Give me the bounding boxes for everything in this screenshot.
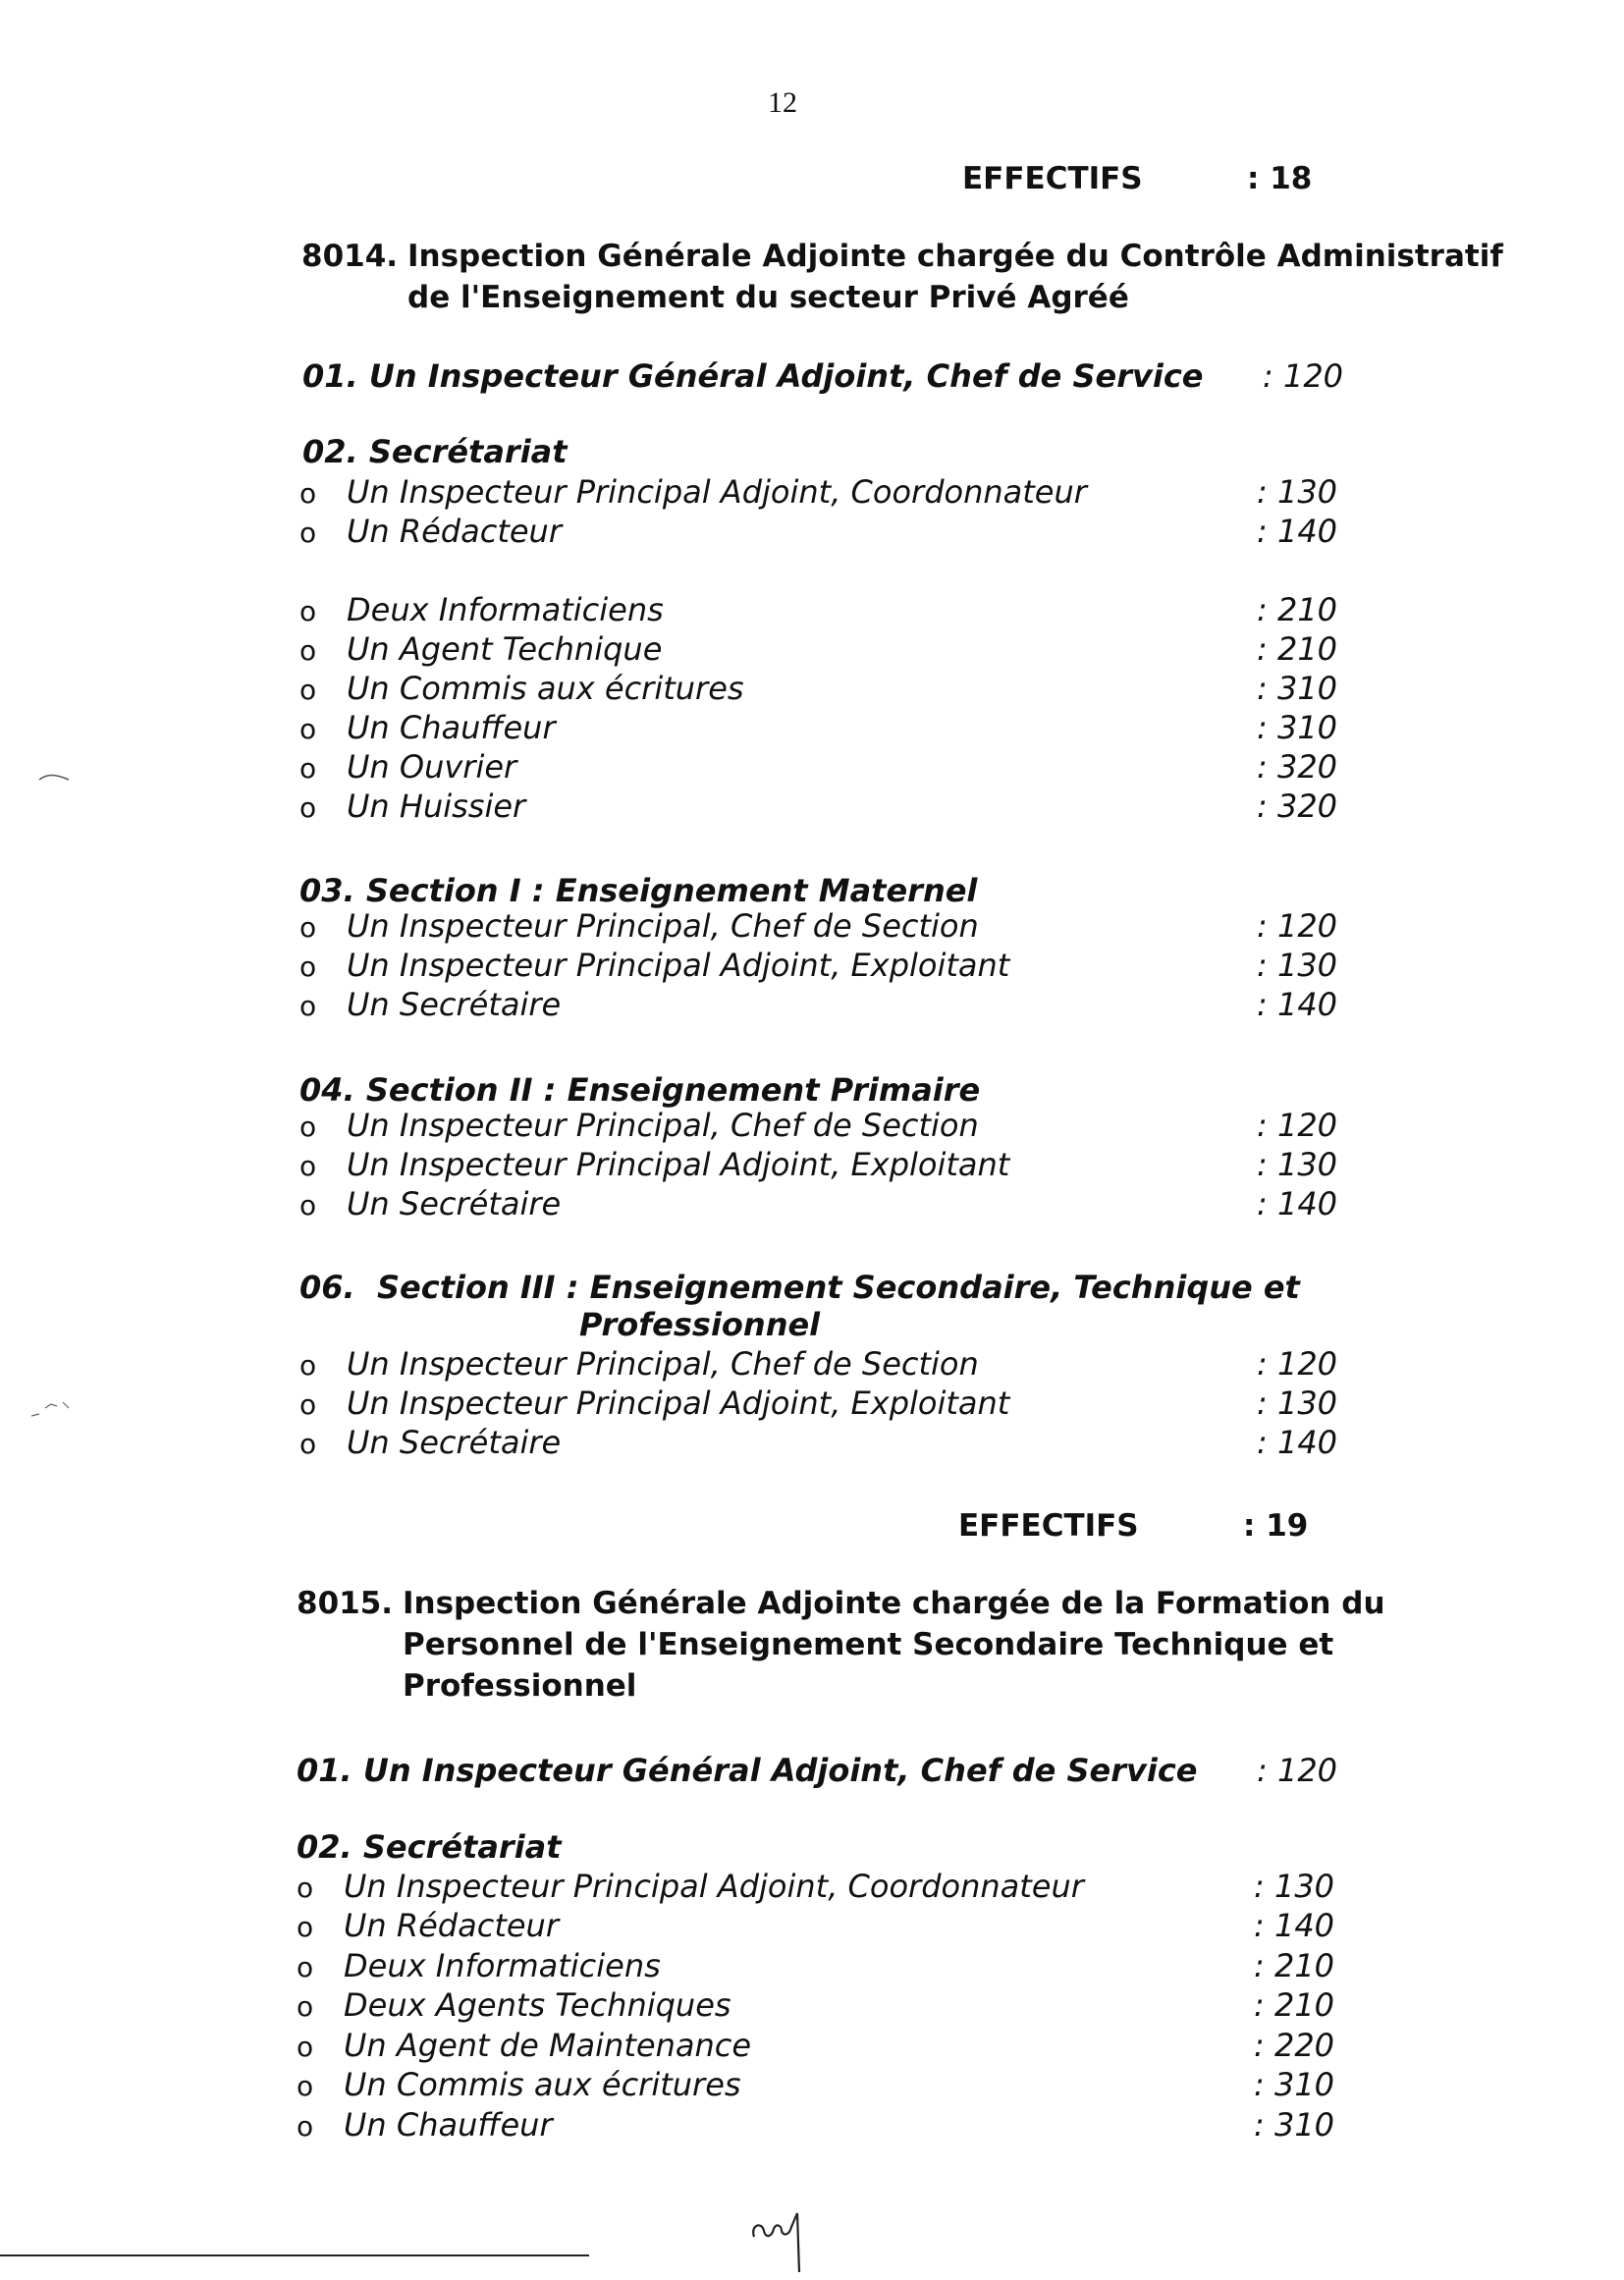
- subhead-label: 04. Section II : Enseignement Primaire: [299, 1071, 981, 1109]
- margin-mark: [37, 770, 71, 786]
- bullet-icon: o: [299, 595, 317, 627]
- effectifs-value: : 19: [1243, 1508, 1309, 1544]
- grade-code: : 210: [1257, 591, 1338, 628]
- bullet-icon: o: [297, 2110, 314, 2143]
- post-title: Un Agent de Maintenance: [344, 2027, 752, 2064]
- bullet-icon: o: [297, 2031, 314, 2063]
- bullet-icon: o: [299, 911, 317, 944]
- bullet-icon: o: [299, 516, 317, 549]
- bullet-icon: o: [299, 791, 317, 824]
- grade-code: : 140: [1257, 1185, 1338, 1222]
- post-title: Un Rédacteur: [347, 513, 562, 550]
- bullet-icon: o: [297, 1990, 314, 2023]
- subhead-02-secretariat: [302, 433, 1343, 470]
- subhead-01: [302, 357, 1343, 395]
- section-title-line: Personnel de l'Enseignement Secondaire Technique et: [403, 1627, 1334, 1662]
- bullet-icon: o: [299, 1388, 317, 1421]
- subhead-01: [297, 1752, 1337, 1789]
- grade-code: : 120: [1257, 1345, 1338, 1383]
- grade-code: : 210: [1254, 1947, 1335, 1984]
- bullet-icon: o: [297, 1911, 314, 1943]
- section-number: 8015.: [297, 1586, 394, 1621]
- bullet-icon: o: [297, 2070, 314, 2102]
- post-title: Un Secrétaire: [347, 986, 562, 1023]
- post-title: Un Agent Technique: [347, 630, 663, 668]
- bullet-icon: o: [299, 752, 317, 785]
- post-title: Un Chauffeur: [344, 2106, 553, 2144]
- post-title: Un Inspecteur Principal Adjoint, Exploitant: [347, 1384, 1010, 1422]
- subhead-label: 02. Secrétariat: [302, 433, 568, 470]
- grade-code: : 140: [1257, 1424, 1338, 1461]
- post-title: Un Chauffeur: [347, 709, 556, 746]
- section-title-line: Inspection Générale Adjointe chargée du Contrôle Administratif: [407, 239, 1503, 274]
- bullet-icon: o: [297, 1872, 314, 1904]
- subhead-label-continued: Professionnel: [579, 1306, 821, 1343]
- section-title-line: de l'Enseignement du secteur Privé Agréé: [407, 280, 1129, 315]
- grade-code: : 140: [1257, 986, 1338, 1023]
- post-title: Deux Informaticiens: [347, 591, 664, 628]
- section-title-line: Inspection Générale Adjointe chargée de la Formation du: [403, 1586, 1385, 1621]
- bullet-icon: o: [299, 713, 317, 745]
- post-title: Un Inspecteur Principal Adjoint, Exploitant: [347, 1146, 1010, 1183]
- grade-code: : 310: [1254, 2066, 1335, 2103]
- section-title-line: Professionnel: [403, 1668, 637, 1704]
- effectifs-value: : 18: [1247, 161, 1313, 196]
- page-number: 12: [768, 86, 797, 119]
- grade-code: : 130: [1257, 1384, 1338, 1422]
- section-8015-heading: [297, 1583, 1524, 1707]
- grade-code: : 130: [1257, 1146, 1338, 1183]
- post-title: Un Inspecteur Principal, Chef de Section: [347, 907, 979, 945]
- subhead-label: 02. Secrétariat: [297, 1828, 562, 1866]
- bullet-icon: o: [299, 477, 317, 510]
- grade-code: : 320: [1257, 748, 1338, 786]
- post-title: Un Inspecteur Principal, Chef de Section: [347, 1107, 979, 1144]
- effectifs-label: EFFECTIFS: [958, 1508, 1139, 1544]
- grade-code: : 310: [1257, 670, 1338, 707]
- grade-code: : 210: [1254, 1986, 1335, 2024]
- bullet-icon: o: [299, 1111, 317, 1143]
- post-title: Un Secrétaire: [347, 1424, 562, 1461]
- grade-code: : 310: [1254, 2106, 1335, 2144]
- effectifs-label: EFFECTIFS: [962, 161, 1143, 196]
- grade-code: : 120: [1257, 907, 1338, 945]
- bullet-icon: o: [299, 634, 317, 667]
- subhead-label: 03. Section I : Enseignement Maternel: [299, 872, 978, 909]
- subhead-03: [299, 872, 1340, 909]
- subhead-06: [299, 1269, 1340, 1343]
- bullet-icon: o: [299, 1189, 317, 1221]
- post-title: Deux Agents Techniques: [344, 1986, 731, 2024]
- post-title: Un Inspecteur Principal Adjoint, Coordonnateur: [344, 1868, 1084, 1905]
- post-title: Un Ouvrier: [347, 748, 517, 786]
- bullet-icon: o: [299, 1428, 317, 1460]
- post-title: Un Inspecteur Principal Adjoint, Coordonnateur: [347, 473, 1087, 511]
- subhead-label: 01. Un Inspecteur Général Adjoint, Chef de Service: [297, 1752, 1198, 1789]
- bullet-icon: o: [299, 1150, 317, 1182]
- bullet-icon: o: [299, 990, 317, 1022]
- bullet-icon: o: [299, 950, 317, 983]
- post-title: Deux Informaticiens: [344, 1947, 661, 1984]
- grade-code: : 120: [1257, 1752, 1338, 1789]
- post-title: Un Inspecteur Principal, Chef de Section: [347, 1345, 979, 1383]
- subhead-02-secretariat: [297, 1828, 1337, 1866]
- grade-code: : 130: [1257, 947, 1338, 984]
- grade-code: : 220: [1254, 2027, 1335, 2064]
- grade-code: : 130: [1257, 473, 1338, 511]
- section-8014-heading: [301, 236, 1529, 318]
- signature-mark: [746, 2182, 825, 2276]
- grade-code: : 120: [1263, 357, 1344, 395]
- bullet-icon: o: [297, 1951, 314, 1983]
- subhead-label: 06. Section III : Enseignement Secondaire, Technique et: [299, 1269, 1300, 1306]
- post-title: Un Commis aux écritures: [344, 2066, 741, 2103]
- section-number: 8014.: [301, 239, 399, 274]
- grade-code: : 320: [1257, 787, 1338, 825]
- margin-mark: [27, 1394, 77, 1420]
- bullet-icon: o: [299, 674, 317, 706]
- post-title: Un Secrétaire: [347, 1185, 562, 1222]
- post-title: Un Rédacteur: [344, 1907, 559, 1944]
- post-title: Un Huissier: [347, 787, 526, 825]
- bullet-icon: o: [299, 1349, 317, 1382]
- grade-code: : 120: [1257, 1107, 1338, 1144]
- grade-code: : 140: [1254, 1907, 1335, 1944]
- grade-code: : 130: [1254, 1868, 1335, 1905]
- grade-code: : 210: [1257, 630, 1338, 668]
- grade-code: : 310: [1257, 709, 1338, 746]
- post-title: Un Inspecteur Principal Adjoint, Exploitant: [347, 947, 1010, 984]
- footer-rule: [0, 2254, 589, 2256]
- post-title: Un Commis aux écritures: [347, 670, 744, 707]
- grade-code: : 140: [1257, 513, 1338, 550]
- subhead-label: 01. Un Inspecteur Général Adjoint, Chef de Service: [302, 357, 1204, 395]
- subhead-04: [299, 1071, 1340, 1109]
